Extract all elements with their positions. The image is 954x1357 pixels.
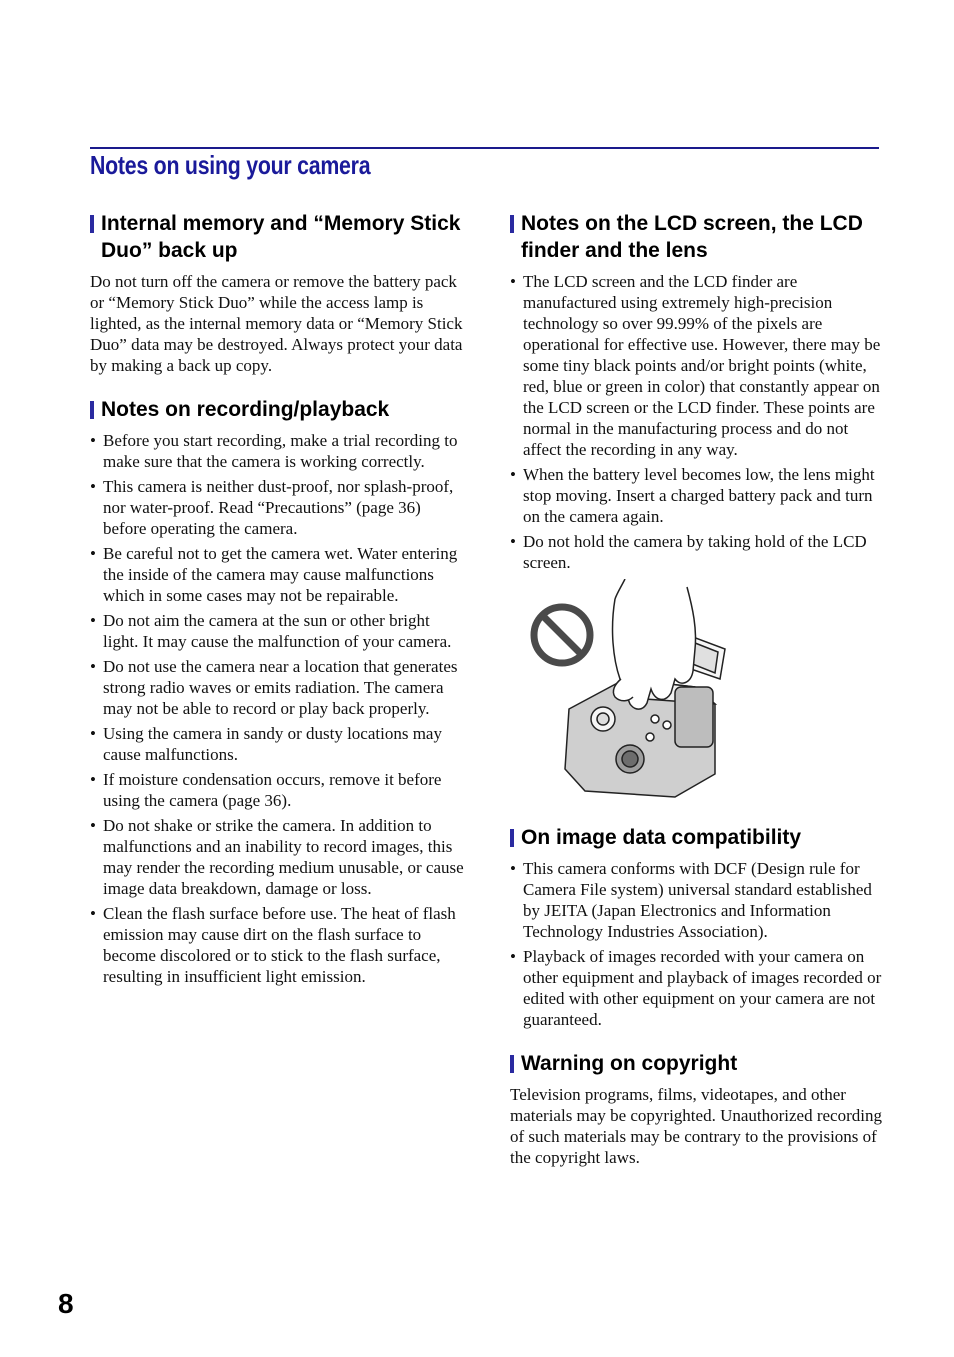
list-item: • Playback of images recorded with your camera on other equipment and playback of images recorded or edited with other equipment on your camera are not guaranteed. [510, 947, 882, 1029]
bullet-icon: • [90, 477, 96, 496]
right-column [510, 210, 882, 1188]
title-rule [90, 147, 879, 149]
heading-bar [510, 829, 514, 847]
bullet-icon: • [510, 465, 516, 484]
section-heading: Notes on the LCD screen, the LCD finder and the lens [510, 210, 882, 264]
bullet-icon: • [510, 532, 516, 551]
page-title: Notes on using your camera [90, 150, 371, 180]
list-item: • Do not shake or strike the camera. In addition to malfunctions and an inability to record images, this may render the recording medium unusable, or cause image data breakdown, damage or loss. [90, 816, 464, 898]
bullet-list [90, 430, 465, 987]
prohibited-icon [534, 607, 590, 663]
bullet-icon: • [90, 611, 96, 630]
list-item: • Before you start recording, make a trial recording to make sure that the camera is working correctly. [90, 431, 458, 471]
list-item: • When the battery level becomes low, the lens might stop moving. Insert a charged battery pack and turn on the camera again. [510, 465, 875, 526]
bullet-icon: • [90, 544, 96, 563]
list-item: • This camera is neither dust-proof, nor splash-proof, nor water-proof. Read “Precautions” (page 36) before operating the camera. [90, 477, 454, 538]
section-copyright [510, 1050, 882, 1168]
bullet-icon: • [510, 947, 516, 966]
list-item: • Using the camera in sandy or dusty locations may cause malfunctions. [90, 724, 442, 764]
bullet-icon: • [90, 816, 96, 835]
section-paragraph: Do not turn off the camera or remove the battery pack or “Memory Stick Duo” while the access lamp is lighted, as the internal memory data or “Memory Stick Duo” data may be destroyed. Always protect your data by making a back up copy. [90, 272, 463, 375]
left-column [90, 210, 465, 1007]
section-lcd-screen [510, 210, 882, 573]
heading-bar [90, 215, 94, 233]
list-item: • Be careful not to get the camera wet. Water entering the inside of the camera may cause malfunctions which in some cases may not be repairable. [90, 544, 458, 605]
heading-bar [90, 401, 94, 419]
bullet-icon: • [90, 724, 96, 743]
bullet-list [510, 271, 882, 573]
list-item: • Do not aim the camera at the sun or other bright light. It may cause the malfunction of your camera. [90, 611, 452, 651]
section-recording-playback [90, 396, 465, 987]
section-heading: On image data compatibility [510, 824, 882, 851]
section-paragraph: Television programs, films, videotapes, and other materials may be copyrighted. Unauthorized recording of such materials may be contrary to the provisions of the copyright laws. [510, 1085, 882, 1167]
section-heading: Notes on recording/playback [90, 396, 465, 423]
bullet-icon: • [90, 904, 96, 923]
list-item: • This camera conforms with DCF (Design rule for Camera File system) universal standard established by JEITA (Japan Electronics and Information Technology Industries Association). [510, 859, 872, 941]
heading-bar [510, 215, 514, 233]
section-internal-memory [90, 210, 465, 376]
camera-handling-figure [525, 579, 745, 804]
list-item: • The LCD screen and the LCD finder are manufactured using extremely high-precision technology so over 99.99% of the pixels are operational for effective use. However, there may be some tiny black points and/or bright points (white, red, blue or green in color) that constantly appear on the LCD screen or the LCD finder. These points are normal in the manufacturing process and do not affect the recording in any way. [510, 272, 881, 459]
bullet-icon: • [510, 272, 516, 291]
bullet-list [510, 858, 882, 1030]
list-item: • Clean the flash surface before use. The heat of flash emission may cause dirt on the flash surface to become discolored or to stick to the flash surface, resulting in insufficient light emission. [90, 904, 456, 986]
bullet-icon: • [90, 770, 96, 789]
heading-bar [510, 1055, 514, 1073]
list-item: • If moisture condensation occurs, remove it before using the camera (page 36). [90, 770, 442, 810]
bullet-icon: • [510, 859, 516, 878]
list-item: • Do not use the camera near a location that generates strong radio waves or emits radiation. The camera may not be able to record or play back properly. [90, 657, 458, 718]
list-item: • Do not hold the camera by taking hold of the LCD screen. [510, 532, 867, 572]
bullet-icon: • [90, 431, 96, 450]
section-image-compatibility [510, 824, 882, 1030]
page-number: 8 [58, 1288, 74, 1319]
section-heading: Warning on copyright [510, 1050, 882, 1077]
bullet-icon: • [90, 657, 96, 676]
section-heading: Internal memory and “Memory Stick Duo” back up [90, 210, 465, 264]
